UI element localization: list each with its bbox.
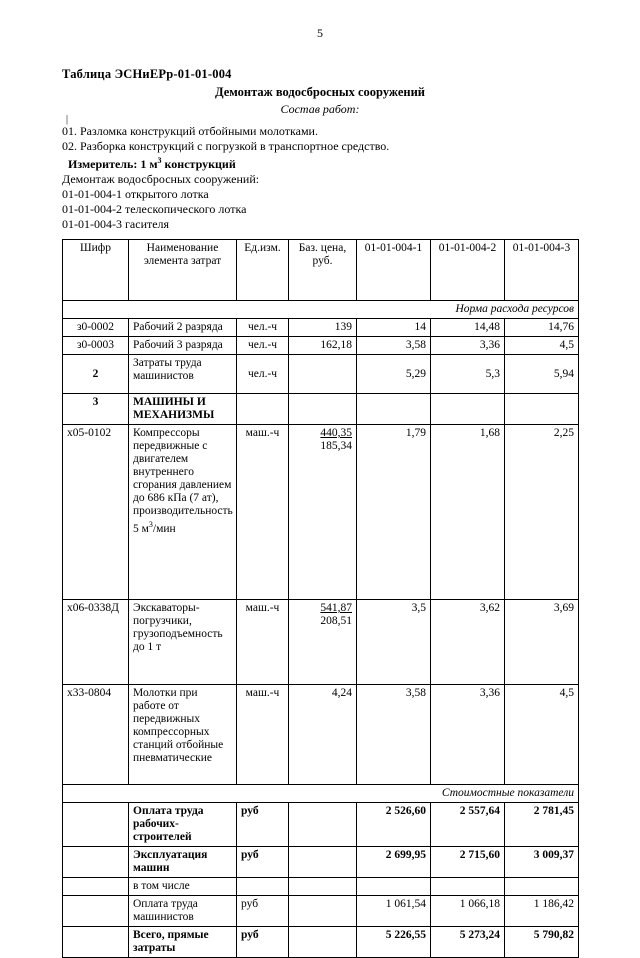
table-row-machines-group [63,394,579,425]
row-price-cell [289,600,357,685]
row-unit: чел.-ч [237,355,289,394]
col-header-unit: Ед.изм. [237,240,289,301]
table-row [63,600,579,685]
row-price-cell [289,425,357,600]
row-v1: 3,5 [357,600,431,685]
table-row [63,425,579,600]
measure-label: Измеритель: 1 $м^3$ конструкций [68,156,236,171]
row-v2: 3,36 [431,337,505,355]
subtitle: Демонтаж водосбросных сооружений: [62,172,260,186]
page-title: Демонтаж водосбросных сооружений [215,85,425,99]
total-unit: руб [237,927,289,958]
row-unit: маш.-ч [237,685,289,785]
col-header-v1: 01-01-004-1 [357,240,431,301]
row-price: 162,18 [289,337,357,355]
row-price [289,394,357,425]
total-code [63,896,129,927]
row-name: Рабочий 2 разряда [129,319,237,337]
row-v1: 3,58 [357,685,431,785]
total-v3: 1 186,42 [505,896,579,927]
row-v1: 3,58 [357,337,431,355]
row-price-secondary: 185,34 [320,440,352,452]
row-v3: 3,69 [505,600,579,685]
row-unit: чел.-ч [237,337,289,355]
row-name: Экскаваторы-погрузчики, грузоподъемность до 1 т [129,600,237,685]
item-2: 01-01-004-2 телескопического лотка [62,202,247,216]
row-code: з0-0002 [63,319,129,337]
row-code: 2 [63,355,129,394]
table-label: Таблица ЭСНиЕРр-01-01-004 [62,67,232,81]
row-name: Рабочий 3 разряда [129,337,237,355]
row-v3: 2,25 [505,425,579,600]
row-v1: 14 [357,319,431,337]
row-v2: 1,68 [431,425,505,600]
row-code: х06-0338Д [63,600,129,685]
total-v2: 1 066,18 [431,896,505,927]
total-name: Всего, прямые затраты [129,927,237,958]
row-v3: 4,5 [505,685,579,785]
total-v2: 5 273,24 [431,927,505,958]
table-row [63,319,579,337]
total-row [63,878,579,896]
total-name: в том числе [129,878,237,896]
row-v3 [505,394,579,425]
row-v2: 3,62 [431,600,505,685]
works-label: Состав работ: [280,102,360,116]
total-v3: 5 790,82 [505,927,579,958]
total-price [289,847,357,878]
row-v2: 5,3 [431,355,505,394]
col-header-name: Наименование элемента затрат [129,240,237,301]
row-v3: 14,76 [505,319,579,337]
item-3: 01-01-004-3 гасителя [62,217,170,231]
row-price [289,355,357,394]
total-v3 [505,878,579,896]
row-unit [237,394,289,425]
row-v3: 4,5 [505,337,579,355]
total-unit [237,878,289,896]
row-code: 3 [63,394,129,425]
total-v1: 1 061,54 [357,896,431,927]
total-unit: руб [237,847,289,878]
row-code: х33-0804 [63,685,129,785]
row-name: Затраты труда машинистов [129,355,237,394]
row-v1 [357,394,431,425]
total-v2: 2 557,64 [431,803,505,847]
table-row [63,355,579,394]
total-name: Оплата труда рабочих-строителей [129,803,237,847]
row-name: Молотки при работе от передвижных компрессорных станций отбойные пневматические [129,685,237,785]
row-price: 4,24 [289,685,357,785]
row-v1: 5,29 [357,355,431,394]
row-price: 541,87 [320,602,352,614]
row-code: з0-0003 [63,337,129,355]
row-code: х05-0102 [63,425,129,600]
row-name: Компрессоры передвижные с двигателем внутреннего сгорания давлением до 686 кПа (7 ат), производительность 5 $м^3$/мин [129,425,237,600]
total-v3: 3 009,37 [505,847,579,878]
col-header-v2: 01-01-004-2 [431,240,505,301]
band-cost-row [63,785,579,803]
page-number: 5 [317,26,323,40]
total-name: Оплата труда машинистов [129,896,237,927]
table-row [63,337,579,355]
total-v2 [431,878,505,896]
row-unit: маш.-ч [237,425,289,600]
item-1: 01-01-004-1 открытого лотка [62,187,209,201]
row-v3: 5,94 [505,355,579,394]
total-unit: руб [237,896,289,927]
work-item-2: 02. Разборка конструкций с погрузкой в транспортное средство. [62,139,390,153]
total-price [289,803,357,847]
total-code [63,847,129,878]
total-v2: 2 715,60 [431,847,505,878]
total-unit: руб [237,803,289,847]
total-code [63,927,129,958]
col-header-code: Шифр [63,240,129,301]
row-v2: 3,36 [431,685,505,785]
row-name: МАШИНЫ И МЕХАНИЗМЫ [129,394,237,425]
band-cost-label: Стоимостные показатели [63,785,579,803]
total-row [63,927,579,958]
total-row [63,896,579,927]
row-price-secondary: 208,51 [320,615,352,627]
total-price [289,878,357,896]
total-v1: 2 526,60 [357,803,431,847]
row-unit: маш.-ч [237,600,289,685]
total-v1 [357,878,431,896]
table-header-row [63,240,579,301]
total-row [63,803,579,847]
row-price: 440,35 [320,427,352,439]
band-resources-label: Норма расхода ресурсов [63,301,579,319]
row-price: 139 [289,319,357,337]
total-code [63,878,129,896]
table-row [63,685,579,785]
total-price [289,927,357,958]
row-unit: чел.-ч [237,319,289,337]
total-price [289,896,357,927]
total-row [63,847,579,878]
total-v1: 2 699,95 [357,847,431,878]
col-header-price: Баз. цена, руб. [289,240,357,301]
row-v1: 1,79 [357,425,431,600]
work-item-1: 01. Разломка конструкций отбойными молотками. [62,124,318,138]
row-v2 [431,394,505,425]
estimate-table [62,239,579,958]
band-resources-row [63,301,579,319]
total-v1: 5 226,55 [357,927,431,958]
document-content [0,67,640,958]
col-header-v3: 01-01-004-3 [505,240,579,301]
total-v3: 2 781,45 [505,803,579,847]
total-name: Эксплуатация машин [129,847,237,878]
row-v2: 14,48 [431,319,505,337]
total-code [63,803,129,847]
tick-mark: | [66,114,69,125]
